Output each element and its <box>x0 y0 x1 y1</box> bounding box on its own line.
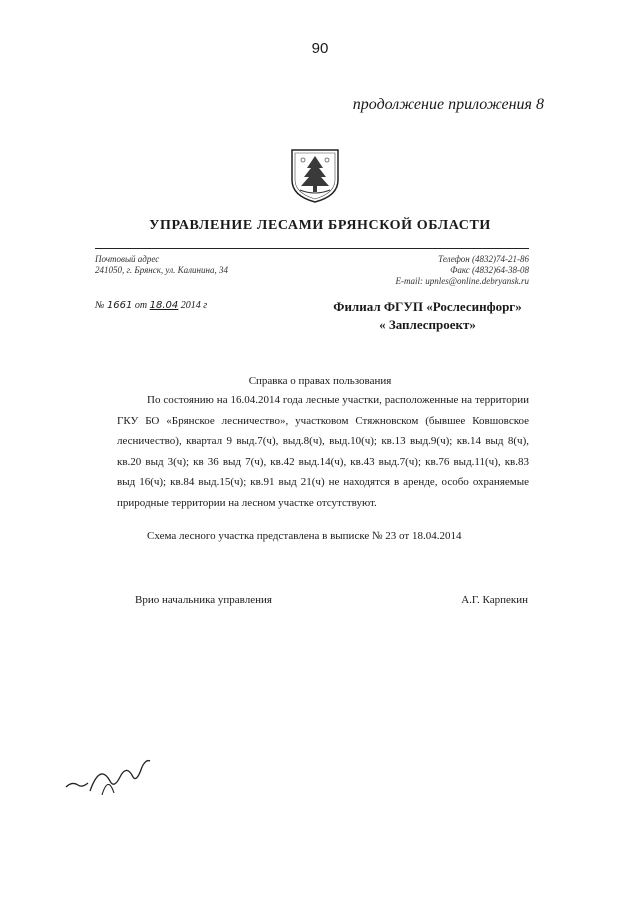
postal-address-label: Почтовый адрес <box>95 254 160 264</box>
outgoing-number <box>95 300 207 311</box>
recipient-block <box>320 298 535 334</box>
body-paragraph: По состоянию на 16.04.2014 года лесные участки, расположенные на территории ГКУ БО «Брянское лесничество», участковом Стяжновском (бывшее Ковшовское лесничество), квартал 9 выд.7(ч), выд.8(ч), выд.10(ч); кв.13 выд.9(ч); кв.14 выд 8(ч), кв.20 выд 3(ч); кв 36 выд 7(ч), кв.42 выд.14(ч), кв.43 выд.7(ч); кв.76 выд.11(ч), кв.83 выд 16(ч); кв.84 выд.15(ч); кв.91 выд 21(ч) не находятся в аренде, особо охраняемые природные территории на лесном участке отсутствуют. <box>117 394 529 509</box>
bryansk-coat-of-arms-icon <box>286 146 344 204</box>
document-title: Справка о правах пользования <box>248 375 392 387</box>
header-divider <box>95 248 529 249</box>
postal-address <box>95 254 228 276</box>
email-line: E-mail: upnles@online.debryansk.ru <box>395 276 529 286</box>
signatory-title: Врио начальника управления <box>135 594 272 606</box>
page-number: 90 <box>311 40 329 57</box>
postal-address-line: 241050, г. Брянск, ул. Калинина, 34 <box>95 265 228 275</box>
handwritten-signature <box>62 755 162 805</box>
org-title: УПРАВЛЕНИЕ ЛЕСАМИ БРЯНСКОЙ ОБЛАСТИ <box>149 218 491 233</box>
outgoing-date-label: от <box>134 300 148 311</box>
fax-line: Факс (4832)64-38-08 <box>450 265 529 275</box>
outgoing-no-label: № <box>95 300 105 311</box>
scheme-note: Схема лесного участка представлена в выписке № 23 от 18.04.2014 <box>147 530 462 542</box>
outgoing-date-value: 18.04 <box>149 300 179 311</box>
phone-line: Телефон (4832)74-21-86 <box>438 254 529 264</box>
outgoing-number-value: 1661 <box>106 300 133 311</box>
recipient-line-2: « Заплеспроект» <box>379 317 476 332</box>
signatory-name: А.Г. Карпекин <box>461 594 528 606</box>
outgoing-year: 2014 г <box>180 300 208 311</box>
contact-block <box>395 254 529 287</box>
appendix-note: продолжение приложения 8 <box>352 96 544 113</box>
recipient-line-1: Филиал ФГУП «Рослесинфорг» <box>333 299 522 314</box>
